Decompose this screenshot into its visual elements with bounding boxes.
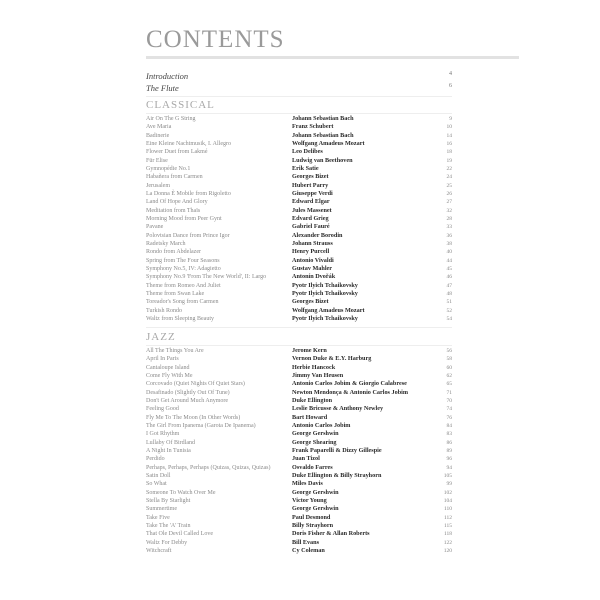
entry-title: Polovtsian Dance from Prince Igor [146,232,230,239]
entry-composer: Edward Elgar [292,198,330,206]
entry-title: Radetsky March [146,240,186,247]
entry-title: Gymnopédie No.1 [146,165,191,172]
entry-page: 45 [446,265,452,272]
section-divider [146,96,452,97]
entry-composer: Wolfgang Amadeus Mozart [292,139,365,147]
entry-composer: Franz Schubert [292,123,334,131]
entry-title: Air On The G String [146,116,196,122]
entry-page: 28 [446,215,452,222]
entry-title: Rondo from Abdelazer [146,249,201,256]
entry-page: 84 [446,422,452,429]
entry-page: 26 [446,190,452,197]
entry-page: 4 [449,71,452,77]
toc-entry[interactable] [146,148,452,156]
toc-entry[interactable] [146,132,452,140]
entry-title: Für Elise [146,157,168,164]
entry-title: Feeling Good [146,406,179,413]
entry-page: 10 [446,124,452,131]
entry-title: Spring from The Four Seasons [146,257,220,264]
entry-page: 86 [446,439,452,446]
entry-composer: Wolfgang Amadeus Mozart [292,306,365,314]
entry-title: Satin Doll [146,472,171,479]
section-heading-classical: CLASSICAL [146,99,215,111]
toc-entry[interactable] [146,372,452,380]
entry-page: 27 [446,199,452,206]
classical-list [146,115,452,323]
entry-page: 48 [446,290,452,297]
entry-page: 18 [446,149,452,156]
entry-composer: Vernon Duke & E.Y. Harburg [292,355,372,363]
entry-composer: Cy Coleman [292,546,325,554]
entry-title: All The Things You Are [146,348,204,354]
toc-entry[interactable] [146,232,452,240]
entry-page: 25 [446,182,452,189]
entry-composer: Herbie Hancock [292,363,336,371]
entry-page: 33 [446,224,452,231]
entry-composer: Pyotr Ilyich Tchaikovsky [292,289,358,297]
toc-entry[interactable] [146,198,452,206]
entry-composer: George Gershwin [292,505,339,513]
jazz-list [146,347,452,555]
entry-composer: Leo Delibes [292,148,323,156]
entry-composer: Juan Tizol [292,455,320,463]
entry-title: Habañera from Carmen [146,174,203,181]
entry-composer: Victor Young [292,496,327,504]
toc-entry[interactable] [146,347,452,355]
entry-title: Corcovado (Quiet Nights Of Quiet Stars) [146,381,245,388]
toc-entry[interactable] [146,157,452,165]
toc-entry[interactable] [146,514,452,522]
entry-composer: Leslie Bricusse & Anthony Newley [292,405,384,413]
entry-composer: Paul Desmond [292,513,331,521]
entry-page: 54 [446,315,452,322]
toc-entry[interactable] [146,530,452,538]
toc-entry[interactable] [146,223,452,231]
entry-title: Fly Me To The Moon (In Other Words) [146,414,241,421]
section-divider [146,113,452,114]
toc-entry[interactable] [146,497,452,505]
entry-page: 56 [446,348,452,354]
toc-entry[interactable] [146,173,452,181]
entry-page: 89 [446,447,452,454]
toc-entry[interactable] [146,405,452,413]
toc-entry[interactable] [146,389,452,397]
entry-page: 14 [446,132,452,139]
toc-entry[interactable] [146,165,452,173]
entry-page: 120 [443,547,452,554]
entry-title: Cantaloupe Island [146,364,190,371]
entry-composer: George Gershwin [292,430,339,438]
toc-entry[interactable] [146,380,452,388]
entry-composer: Alexander Borodin [292,231,343,239]
toc-entry[interactable] [146,464,452,472]
toc-entry[interactable] [146,439,452,447]
entry-title: Someone To Watch Over Me [146,489,216,496]
entry-composer: Antonio Vivaldi [292,256,334,264]
entry-title: Waltz For Debby [146,539,188,546]
entry-composer: Edvard Grieg [292,214,329,222]
entry-title: Desafinado (Slightly Out Of Tune) [146,389,230,396]
entry-page: 47 [446,282,452,289]
entry-title: Symphony No.5, IV: Adagietto [146,265,221,272]
entry-page: 32 [446,207,452,214]
entry-title: Eine Kleine Nachtmusik, I. Allegro [146,140,231,147]
entry-title: Stella By Starlight [146,497,191,504]
toc-entry[interactable] [146,182,452,190]
entry-title: Toreador's Song from Carmen [146,299,219,306]
entry-page: 65 [446,381,452,388]
section-divider [146,327,452,328]
toc-entry[interactable] [146,257,452,265]
entry-page: 94 [446,464,452,471]
entry-title: Symphony No.9 'From The New World', II: Largo [146,274,267,281]
entry-page: 118 [443,531,452,538]
toc-entry[interactable] [146,539,452,547]
entry-composer: Johann Sebastian Bach [292,131,354,139]
entry-title: Come Fly With Me [146,372,193,379]
entry-composer: George Gershwin [292,488,339,496]
entry-title: Don't Get Around Much Anymore [146,397,229,404]
entry-composer: Johann Sebastian Bach [292,115,354,122]
entry-title: I Got Rhythm [146,431,180,438]
entry-title: Take Five [146,514,170,521]
toc-entry[interactable] [146,307,452,315]
entry-page: 6 [449,83,452,89]
entry-composer: Georges Bizet [292,173,329,181]
entry-page: 70 [446,397,452,404]
entry-title: Waltz from Sleeping Beauty [146,315,214,322]
entry-page: 44 [446,257,452,264]
entry-page: 19 [446,157,452,164]
entry-page: 71 [446,389,452,396]
entry-page: 110 [443,506,452,513]
entry-composer: Jerome Kern [292,347,327,354]
entry-composer: Jules Massenet [292,206,332,214]
entry-composer: Bart Howard [292,413,328,421]
toc-entry[interactable] [146,290,452,298]
toc-entry[interactable] [146,190,452,198]
front-matter-the-flute[interactable] [146,83,452,94]
entry-page: 40 [446,249,452,256]
entry-page: 36 [446,232,452,239]
entry-title: Pavane [146,224,164,231]
entry-composer: Giuseppe Verdi [292,189,333,197]
entry-page: 52 [446,307,452,314]
toc-entry[interactable] [146,282,452,290]
entry-composer: Pyotr Ilyich Tchaikovsky [292,314,358,322]
entry-composer: Georges Bizet [292,298,329,306]
entry-page: 74 [446,406,452,413]
section-divider [146,345,452,346]
entry-page: 22 [446,165,452,172]
entry-page: 102 [443,489,452,496]
entry-page: 112 [443,514,452,521]
entry-title: Meditation from Thaïs [146,207,201,214]
entry-composer: Miles Davis [292,480,323,488]
entry-title: Theme from Romeo And Juliet [146,282,221,289]
front-matter-introduction[interactable] [146,71,452,82]
entry-composer: Newton Mendonça & Antonio Carlos Jobim [292,388,409,396]
toc-entry[interactable] [146,240,452,248]
entry-title: So What [146,481,167,488]
section-heading-jazz: JAZZ [146,331,176,343]
toc-entry[interactable] [146,414,452,422]
toc-entry[interactable] [146,265,452,273]
entry-page: 105 [443,472,452,479]
toc-entry[interactable] [146,472,452,480]
entry-title: Turkish Rondo [146,307,182,314]
toc-entry[interactable] [146,430,452,438]
entry-title: Perdido [146,456,165,463]
entry-title: Jerusalem [146,182,170,189]
entry-title: The Girl From Ipanema (Garota De Ipanema) [146,422,256,429]
entry-page: 58 [446,356,452,363]
toc-entry[interactable] [146,115,452,123]
entry-title: Summertime [146,506,177,513]
entry-composer: Gustav Mahler [292,264,333,272]
page-title: CONTENTS [146,26,285,53]
toc-entry[interactable] [146,215,452,223]
toc-entry[interactable] [146,273,452,281]
entry-title: La Donna È Mobile from Rigoletto [146,190,231,197]
entry-page: 46 [446,274,452,281]
toc-entry[interactable] [146,315,452,323]
entry-title: Take The 'A' Train [146,522,191,529]
entry-title: Flower Duet from Lakmé [146,149,208,156]
entry-page: 38 [446,240,452,247]
entry-composer: Duke Ellington [292,396,333,404]
toc-entry[interactable] [146,422,452,430]
entry-page: 51 [446,299,452,306]
entry-title: Ave Maria [146,124,172,131]
entry-page: 96 [446,456,452,463]
entry-composer: Jimmy Van Heusen [292,371,344,379]
entry-title: Land Of Hope And Glory [146,199,208,206]
toc-entry[interactable] [146,455,452,463]
entry-page: 104 [443,497,452,504]
entry-composer: Ludwig van Beethoven [292,156,353,164]
entry-composer: Billy Strayhorn [292,521,334,529]
entry-composer: Osvaldo Farres [292,463,333,471]
entry-composer: Erik Satie [292,164,319,172]
entry-page: 16 [446,140,452,147]
entry-title: Morning Mood from Peer Gynt [146,215,222,222]
entry-title: A Night In Tunisia [146,447,191,454]
entry-composer: Antonio Carlos Jobim [292,421,351,429]
toc-entry[interactable] [146,397,452,405]
toc-entry[interactable] [146,140,452,148]
toc-entry[interactable] [146,355,452,363]
entry-composer: Antonín Dvořák [292,273,336,281]
toc-entry[interactable] [146,505,452,513]
toc-entry[interactable] [146,248,452,256]
entry-title: Badinerie [146,132,170,139]
toc-entry[interactable] [146,547,452,555]
entry-composer: Gabriel Fauré [292,223,330,231]
entry-page: 115 [443,522,452,529]
entry-composer: Johann Strauss [292,239,333,247]
entry-composer: Pyotr Ilyich Tchaikovsky [292,281,358,289]
entry-composer: Doris Fisher & Allan Roberts [292,530,370,538]
entry-page: 60 [446,364,452,371]
entry-page: 83 [446,431,452,438]
entry-composer: Bill Evans [292,538,319,546]
entry-page: 62 [446,372,452,379]
toc-entry[interactable] [146,447,452,455]
entry-title: April In Paris [146,356,179,363]
entry-page: 76 [446,414,452,421]
entry-title: The Flute [146,83,179,93]
entry-composer: Henry Purcell [292,248,330,256]
entry-title: Theme from Swan Lake [146,290,205,297]
entry-title: Lullaby Of Birdland [146,439,195,446]
toc-entry[interactable] [146,489,452,497]
toc-entry[interactable] [146,480,452,488]
toc-entry[interactable] [146,522,452,530]
entry-title: Perhaps, Perhaps, Perhaps (Quizas, Quizas, Quizas) [146,464,271,471]
entry-composer: Hubert Parry [292,181,329,189]
entry-composer: George Shearing [292,438,337,446]
entry-title: Witchcraft [146,547,172,554]
entry-page: 9 [449,116,452,122]
entry-title: Introduction [146,71,189,81]
entry-composer: Antonio Carlos Jobim & Giorgio Calabrese [292,380,407,388]
toc-entry[interactable] [146,298,452,306]
title-rule [146,56,519,59]
entry-page: 24 [446,174,452,181]
entry-composer: Duke Ellington & Billy Strayhorn [292,471,382,479]
entry-page: 99 [446,481,452,488]
toc-entry[interactable] [146,207,452,215]
entry-page: 122 [443,539,452,546]
toc-entry[interactable] [146,123,452,131]
entry-composer: Frank Paparelli & Dizzy Gillespie [292,446,382,454]
entry-title: That Ole Devil Called Love [146,531,213,538]
toc-entry[interactable] [146,364,452,372]
